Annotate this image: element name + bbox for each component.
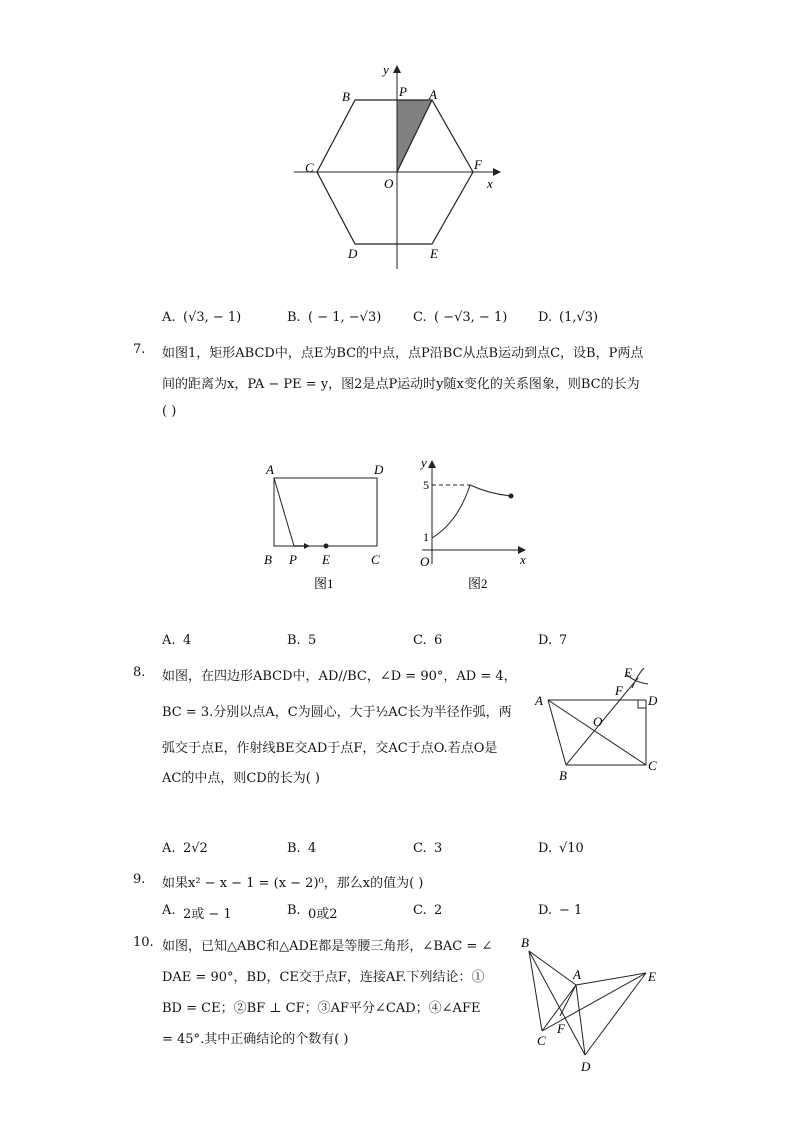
tick-5: 5 <box>423 478 429 492</box>
q9-option-d-text: − 1 <box>559 903 583 918</box>
axis-x-label: x <box>487 176 493 191</box>
label-P: P <box>289 552 297 567</box>
q7-figure-1 <box>258 458 398 593</box>
q9-number: 9. <box>133 872 146 887</box>
q10-line-4: = 45°.其中正确结论的个数有( ) <box>162 1032 349 1047</box>
label-O: O <box>593 714 603 729</box>
label-B: B <box>559 768 567 780</box>
axis-y-label: y <box>421 455 427 470</box>
q7-option-a-key: A. <box>162 633 176 648</box>
q9-option-c-key: C. <box>413 903 427 918</box>
q7-line-1: 如图1，矩形ABCD中，点E为BC的中点，点P沿BC从点B运动到点C，设B，P两点 <box>162 346 644 361</box>
q10-line-3: BD = CE；②BF ⊥ CF；③AF平分∠CAD；④∠AFE <box>162 1001 481 1016</box>
point-E: E <box>430 246 438 261</box>
q6-option-c-text: ( −√3, − 1) <box>434 310 508 325</box>
q6-option-d-text: (1,√3) <box>559 310 599 325</box>
q8-option-d-key: D. <box>538 841 553 856</box>
q8-option-a-key: A. <box>162 841 176 856</box>
q7-option-c-key: C. <box>413 633 427 648</box>
q10-number: 10. <box>133 935 154 950</box>
q10-line-2: DAE = 90°，BD，CE交于点F，连接AF.下列结论：① <box>162 970 485 985</box>
point-D: D <box>348 246 358 261</box>
q9-option-b-key: B. <box>287 903 301 918</box>
q8-option-d-text: √10 <box>559 841 584 856</box>
q9-option-a-key: A. <box>162 903 176 918</box>
q8-option-c-key: C. <box>413 841 427 856</box>
q9-option-d-key: D. <box>538 903 553 918</box>
label-E: E <box>322 552 330 567</box>
q6-option-a-text: (√3, − 1) <box>183 310 242 325</box>
figure-1-caption: 图1 <box>314 576 334 591</box>
q7-number: 7. <box>133 342 146 357</box>
label-E: E <box>648 969 656 984</box>
label-C: C <box>648 758 657 773</box>
q7-option-b-text: 5 <box>308 633 317 648</box>
label-D: D <box>374 462 384 477</box>
label-A: A <box>266 462 274 477</box>
q7-option-b-key: B. <box>287 633 301 648</box>
rectangle-abcd <box>274 478 377 546</box>
q8-option-b-key: B. <box>287 841 301 856</box>
tick-1: 1 <box>423 530 429 544</box>
axis-y-label: y <box>383 62 389 77</box>
label-C: C <box>537 1033 546 1048</box>
q6-option-b-text: ( − 1, −√3) <box>308 310 382 325</box>
point-B: B <box>342 89 350 104</box>
origin-O: O <box>420 554 430 569</box>
q8-number: 8. <box>133 665 146 680</box>
label-B: B <box>264 552 272 567</box>
q7-option-d-text: 7 <box>559 633 568 648</box>
label-B: B <box>521 935 529 950</box>
q6-option-b-key: B. <box>287 310 301 325</box>
q8-option-c-text: 3 <box>434 841 443 856</box>
label-D: D <box>581 1059 591 1074</box>
q9-option-b-text: 0或2 <box>308 907 338 922</box>
axis-x-label: x <box>520 552 526 567</box>
q10-figure <box>515 933 665 1078</box>
label-C: C <box>371 552 380 567</box>
q9-option-a-text: 2或 − 1 <box>183 907 232 922</box>
q8-line-1: 如图，在四边形ABCD中，AD//BC，∠D = 90°，AD = 4， <box>162 669 517 684</box>
point-C: C <box>305 160 314 175</box>
figure-2-caption: 图2 <box>468 576 488 591</box>
label-A: A <box>535 693 543 708</box>
q7-figure-2 <box>410 452 540 592</box>
label-D: D <box>648 693 658 708</box>
point-A: A <box>429 87 437 102</box>
q8-line-2: BC = 3.分别以点A，C为圆心，大于½AC长为半径作弧，两 <box>162 705 512 720</box>
point-O: O <box>384 176 394 191</box>
q9-line: 如果x² − x − 1 = (x − 2)⁰，那么x的值为( ) <box>162 876 424 891</box>
q7-line-3: ( ) <box>162 404 177 419</box>
q6-option-a-key: A. <box>162 310 176 325</box>
q7-option-a-text: 4 <box>183 633 192 648</box>
q6-option-c-key: C. <box>413 310 427 325</box>
label-E: E <box>624 665 632 680</box>
q8-line-3: 弧交于点E，作射线BE交AD于点F，交AC于点O.若点O是 <box>162 741 498 756</box>
point-P: P <box>399 84 407 99</box>
label-F: F <box>615 683 623 698</box>
q10-line-1: 如图，已知△ABC和△ADE都是等腰三角形，∠BAC = ∠ <box>162 939 493 954</box>
q8-option-b-text: 4 <box>308 841 317 856</box>
point-E-dot <box>324 544 329 549</box>
point-F: F <box>474 157 482 172</box>
q7-option-c-text: 6 <box>434 633 443 648</box>
q6-option-d-key: D. <box>538 310 553 325</box>
q6-hexagon-figure <box>290 55 510 280</box>
q7-line-2: 间的距离为x，PA − PE = y，图2是点P运动时y随x变化的关系图象，则BC的长为 <box>162 377 640 392</box>
q8-line-4: AC的中点，则CD的长为( ) <box>162 771 320 786</box>
q8-figure <box>530 660 670 780</box>
q7-option-d-key: D. <box>538 633 553 648</box>
q8-option-a-text: 2√2 <box>183 841 208 856</box>
label-A: A <box>573 967 581 982</box>
label-F: F <box>557 1021 565 1036</box>
q9-option-c-text: 2 <box>434 903 443 918</box>
